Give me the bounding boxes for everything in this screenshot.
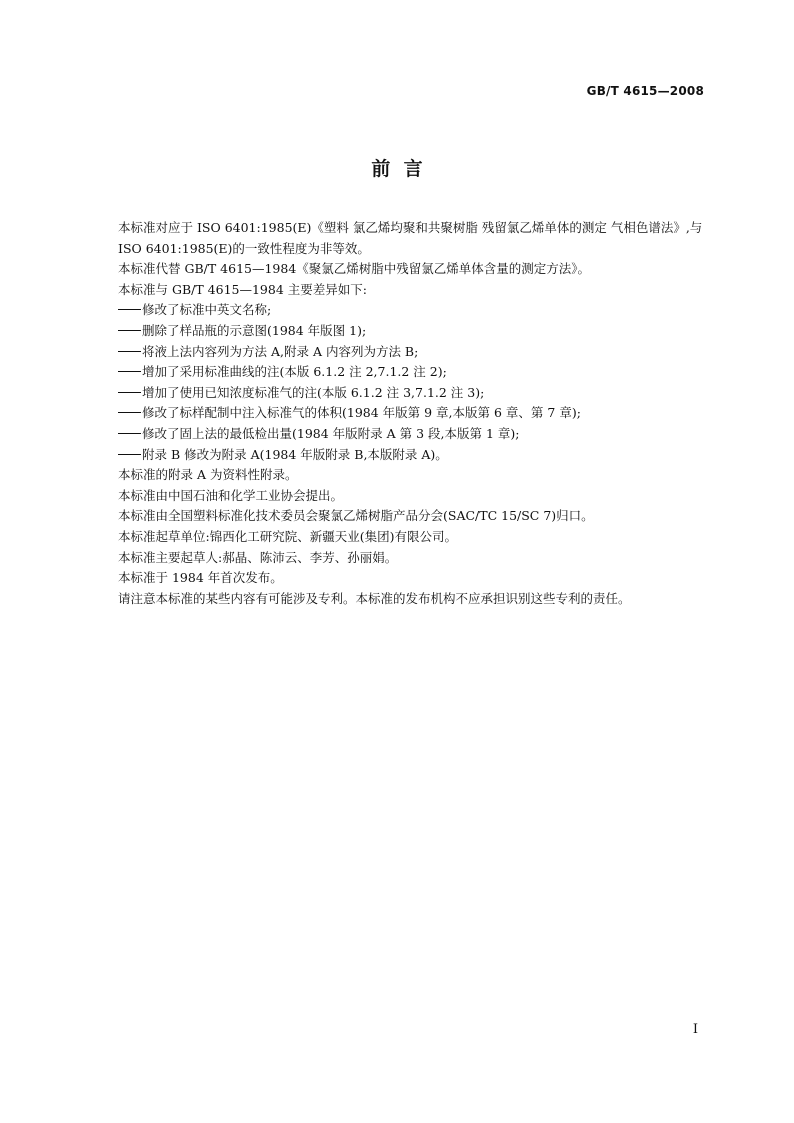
change-item-text: 删除了样品瓶的示意图(1984 年版图 1);: [142, 322, 367, 338]
change-item-text: 增加了采用标准曲线的注(本版 6.1.2 注 2,7.1.2 注 2);: [142, 364, 447, 380]
paragraph-replaces: 本标准代替 GB/T 4615—1984《聚氯乙烯树脂中残留氯乙烯单体含量的测定方法》。: [118, 261, 591, 277]
standard-number: GB/T 4615—2008: [586, 84, 704, 98]
paragraph-correspondence: 本标准对应于 ISO 6401:1985(E)《塑料 氯乙烯均聚和共聚树脂 残留氯乙烯单体的测定 气相色谱法》,与 ISO 6401:1985(E)的一致性程度为非等效。: [118, 220, 703, 256]
dash-mark: [118, 392, 141, 393]
paragraph-proposer: 本标准由中国石油和化学工业协会提出。: [118, 487, 344, 503]
paragraph-patent-notice: 请注意本标准的某些内容有可能涉及专利。本标准的发布机构不应承担识别这些专利的责任。: [118, 590, 631, 606]
paragraph-drafters: 本标准主要起草人:郝晶、陈沛云、李芳、孙丽娟。: [118, 549, 398, 565]
page-number: I: [692, 1022, 698, 1037]
paragraph-committee: 本标准由全国塑料标准化技术委员会聚氯乙烯树脂产品分会(SAC/TC 15/SC 7)归口。: [118, 508, 594, 524]
change-item: [118, 424, 708, 445]
paragraph-differences-intro: 本标准与 GB/T 4615—1984 主要差异如下:: [118, 281, 367, 297]
change-item-text: 增加了使用已知浓度标准气的注(本版 6.1.2 注 3,7.1.2 注 3);: [142, 384, 485, 400]
dash-mark: [118, 412, 141, 413]
paragraph-annex-note: 本标准的附录 A 为资料性附录。: [118, 467, 298, 483]
change-item-text: 将液上法内容列为方法 A,附录 A 内容列为方法 B;: [142, 343, 419, 359]
dash-mark: [118, 351, 141, 352]
change-item-text: 修改了固上法的最低检出量(1984 年版附录 A 第 3 段,本版第 1 章);: [142, 425, 520, 441]
change-item: [118, 403, 708, 424]
change-item: [118, 383, 708, 404]
change-item: [118, 300, 708, 321]
change-item-text: 修改了标样配制中注入标准气的体积(1984 年版第 9 章,本版第 6 章、第 7 章);: [142, 405, 581, 421]
change-item: [118, 321, 708, 342]
change-item-text: 附录 B 修改为附录 A(1984 年版附录 B,本版附录 A)。: [142, 446, 448, 462]
dash-mark: [118, 454, 141, 455]
dash-mark: [118, 433, 141, 434]
dash-mark: [118, 309, 141, 310]
paragraph-drafting-units: 本标准起草单位:锦西化工研究院、新疆天业(集团)有限公司。: [118, 528, 457, 544]
foreword-body: [118, 218, 708, 609]
paragraph-first-issue: 本标准于 1984 年首次发布。: [118, 570, 283, 586]
page-title: 前 言: [371, 158, 423, 180]
dash-mark: [118, 330, 141, 331]
dash-mark: [118, 371, 141, 372]
change-item: [118, 445, 708, 466]
change-item: [118, 362, 708, 383]
change-item-text: 修改了标准中英文名称;: [142, 302, 272, 318]
change-item: [118, 342, 708, 363]
